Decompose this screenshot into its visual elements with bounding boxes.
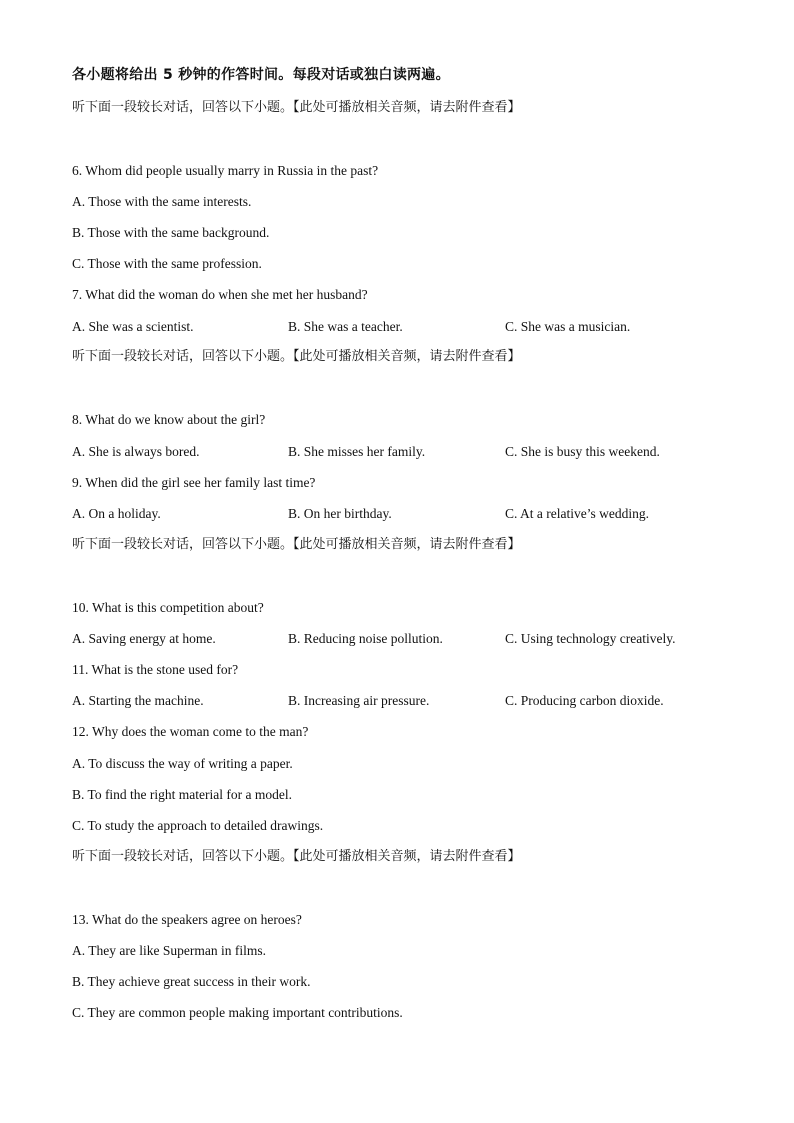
section-note-4: 听下面一段较长对话，回答以下小题。【此处可播放相关音频，请去附件查看】 [72,849,521,864]
question-13-option-a: A. They are like Superman in films. [72,943,266,958]
question-8-stem: 8. What do we know about the girl? [72,412,266,427]
question-9-stem: 9. When did the girl see her family last time? [72,475,316,490]
question-9-option-a: A. On a holiday. [72,506,161,521]
instructions: 各小题将给出 5 秒钟的作答时间。每段对话或独白读两遍。 [72,67,450,83]
question-8-option-a: A. She is always bored. [72,444,200,459]
question-11-stem: 11. What is the stone used for? [72,662,239,677]
question-12-option-b: B. To find the right material for a model. [72,787,293,802]
question-13-option-b: B. They achieve great success in their work. [72,974,311,989]
question-10-stem: 10. What is this competition about? [72,600,264,615]
section-note-3: 听下面一段较长对话，回答以下小题。【此处可播放相关音频，请去附件查看】 [72,537,521,552]
question-9-option-c: C. At a relative’s wedding. [505,506,649,521]
question-6-option-c: C. Those with the same profession. [72,256,262,271]
question-10-option-a: A. Saving energy at home. [72,631,216,646]
question-7-option-c: C. She was a musician. [505,319,631,334]
question-12-stem: 12. Why does the woman come to the man? [72,724,309,739]
question-11-option-a: A. Starting the machine. [72,693,204,708]
question-12-option-c: C. To study the approach to detailed drawings. [72,818,324,833]
question-7-stem: 7. What did the woman do when she met her husband? [72,287,368,302]
question-7-option-b: B. She was a teacher. [288,319,403,334]
question-6-option-b: B. Those with the same background. [72,225,270,240]
question-6-stem: 6. Whom did people usually marry in Russia in the past? [72,163,379,178]
question-7-option-a: A. She was a scientist. [72,319,194,334]
question-6-option-a: A. Those with the same interests. [72,194,252,209]
question-11-option-c: C. Producing carbon dioxide. [505,693,664,708]
question-8-option-b: B. She misses her family. [288,444,426,459]
question-13-option-c: C. They are common people making important contributions. [72,1005,403,1020]
question-10-option-c: C. Using technology creatively. [505,631,676,646]
section-note-2: 听下面一段较长对话，回答以下小题。【此处可播放相关音频，请去附件查看】 [72,349,521,364]
question-12-option-a: A. To discuss the way of writing a paper. [72,756,293,771]
question-11-option-b: B. Increasing air pressure. [288,693,430,708]
section-note-1: 听下面一段较长对话，回答以下小题。【此处可播放相关音频，请去附件查看】 [72,100,521,115]
question-13-stem: 13. What do the speakers agree on heroes? [72,912,302,927]
question-10-option-b: B. Reducing noise pollution. [288,631,443,646]
question-8-option-c: C. She is busy this weekend. [505,444,660,459]
question-9-option-b: B. On her birthday. [288,506,392,521]
